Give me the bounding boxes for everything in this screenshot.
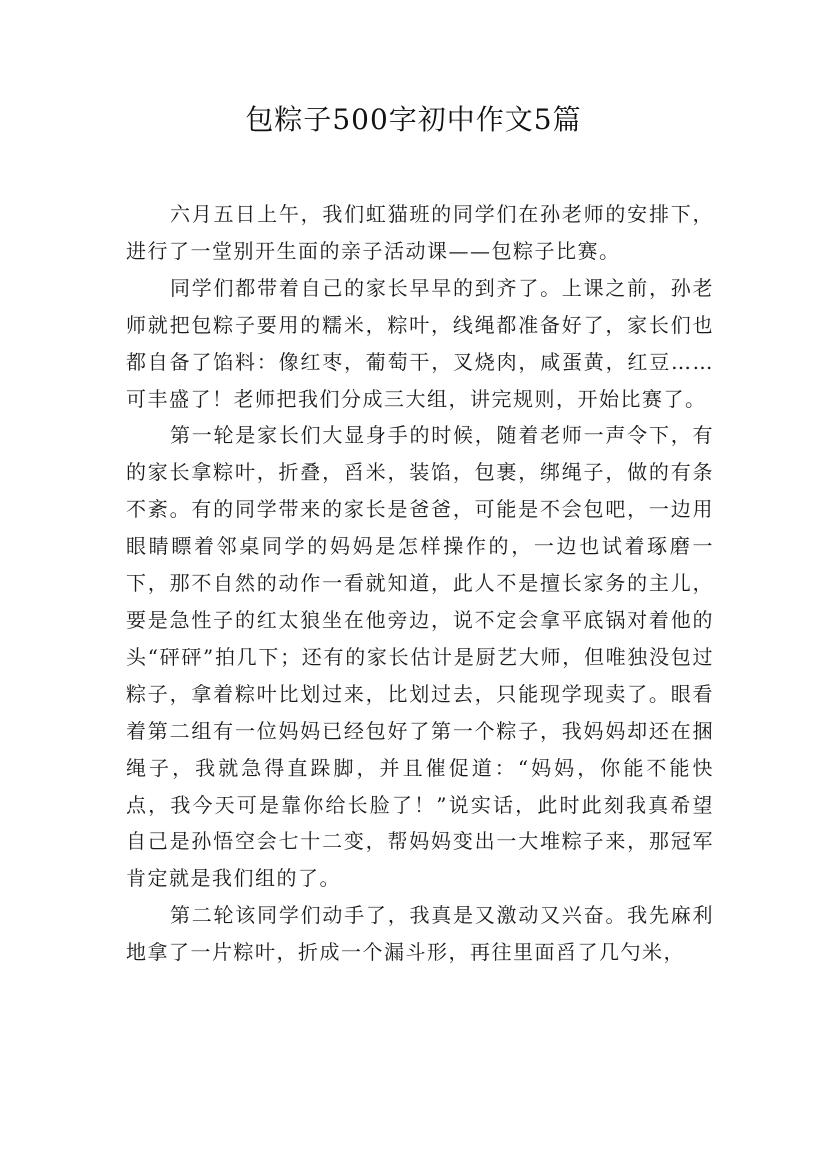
paragraph-4: 第二轮该同学们动手了，我真是又激动又兴奋。我先麻利地拿了一片粽叶，折成一个漏斗形，再往里面舀了几勺米，	[126, 903, 714, 965]
paragraph-2: 同学们都带着自己的家长早早的到齐了。上课之前，孙老师就把包粽子要用的糯米，粽叶，线绳都准备好了，家长们也都自备了馅料：像红枣，葡萄干，叉烧肉，咸蛋黄，红豆……可丰盛了！老师把我们分成三大组，讲完规则，开始比赛了。	[126, 275, 714, 411]
document-body	[126, 196, 714, 971]
document-title: 包粽子500字初中作文5篇	[245, 103, 582, 136]
paragraph-3: 第一轮是家长们大显身手的时候，随着老师一声令下，有的家长拿粽叶，折叠，舀米，装馅，包裹，绑绳子，做的有条不紊。有的同学带来的家长是爸爸，可能是不会包吧，一边用眼睛瞟着邻桌同学的妈妈是怎样操作的，一边也试着琢磨一下，那不自然的动作一看就知道，此人不是擅长家务的主儿，要是急性子的红太狼坐在他旁边，说不定会拿平底锅对着他的头“砰砰”拍几下；还有的家长估计是厨艺大师，但唯独没包过粽子，拿着粽叶比划过来，比划过去，只能现学现卖了。眼看着第二组有一位妈妈已经包好了第一个粽子，我妈妈却还在捆绳子，我就急得直跺脚，并且催促道：“妈妈，你能不能快点，我今天可是靠你给长脸了！”说实话，此时此刻我真希望自己是孙悟空会七十二变，帮妈妈变出一大堆粽子来，那冠军肯定就是我们组的了。	[126, 423, 714, 891]
paragraph-1: 六月五日上午，我们虹猫班的同学们在孙老师的安排下，进行了一堂别开生面的亲子活动课——包粽子比赛。	[126, 202, 714, 263]
